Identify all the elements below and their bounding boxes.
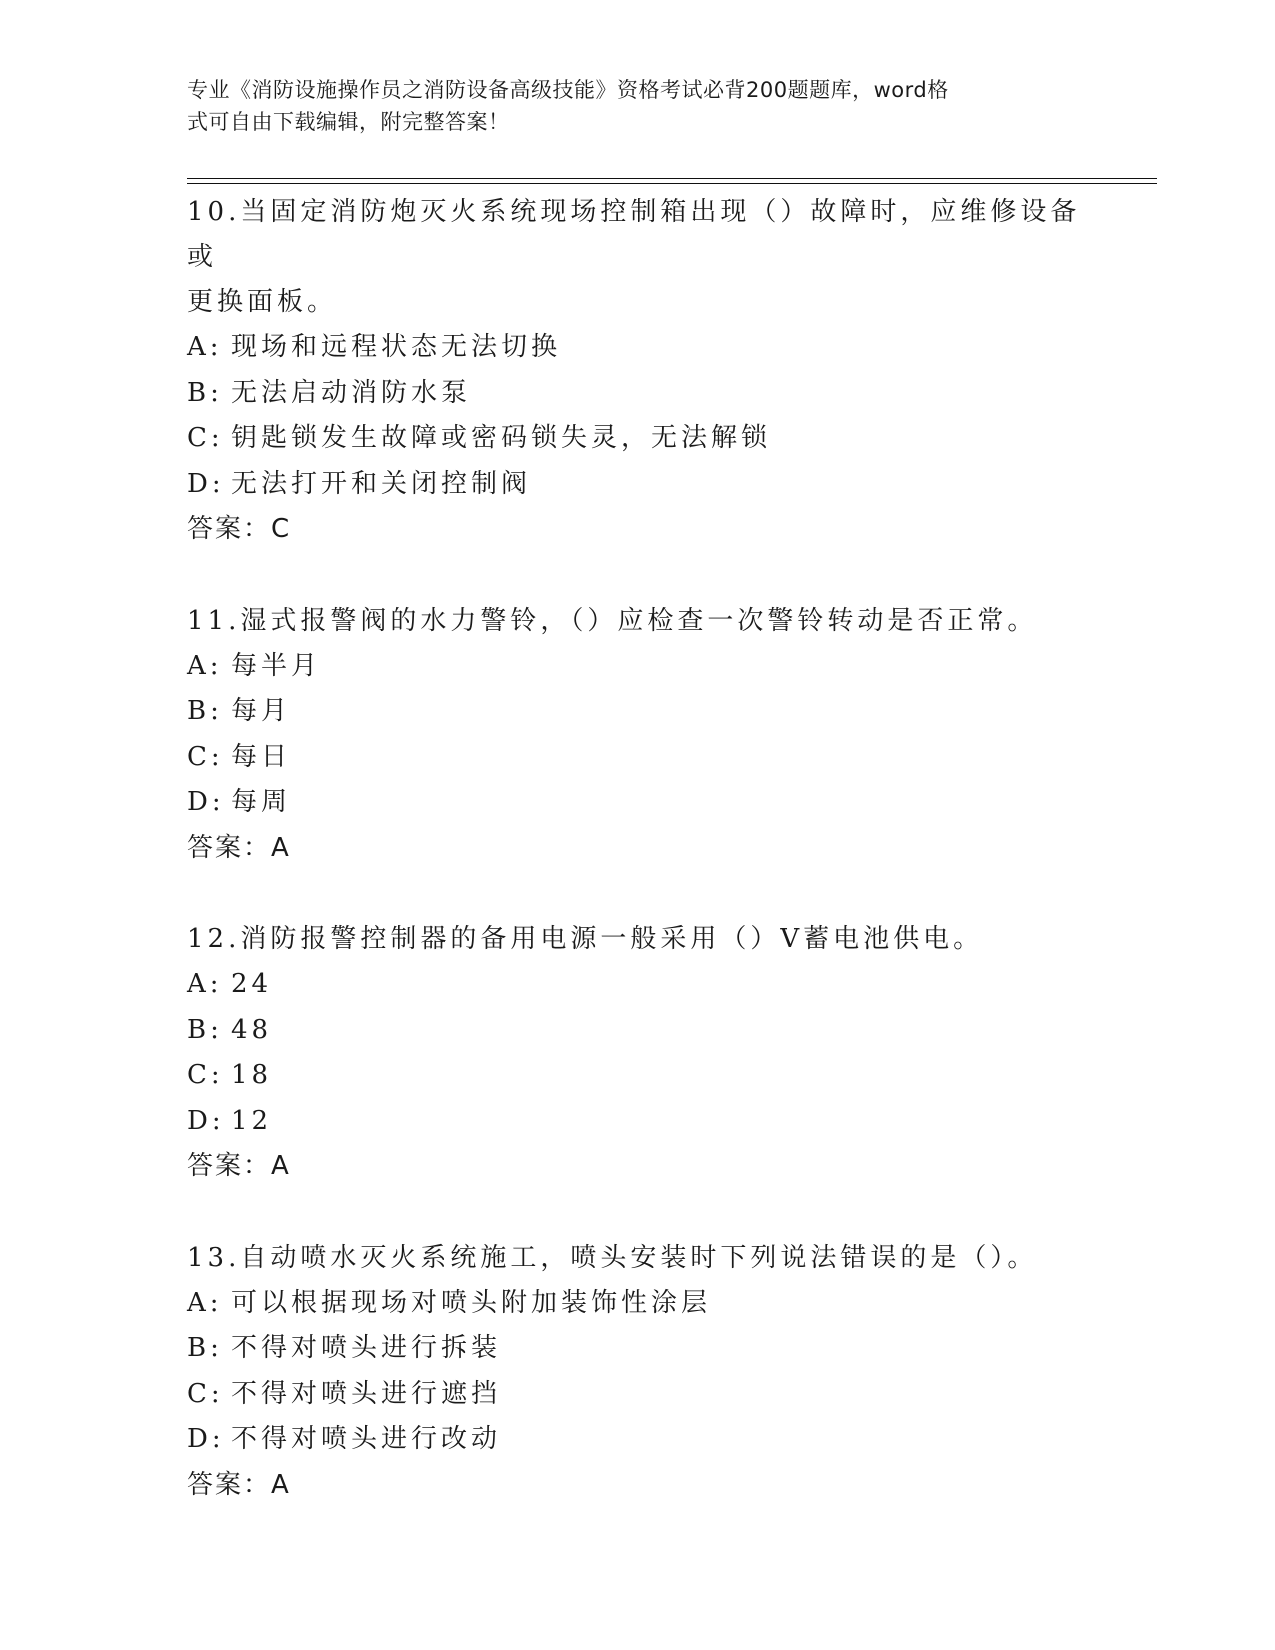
option-text: 钥匙锁发生故障或密码锁失灵，无法解锁 [231, 423, 772, 453]
option-key: C: [187, 1060, 224, 1090]
option-text: 可以根据现场对喷头附加装饰性涂层 [231, 1287, 712, 1318]
question-13 [187, 1236, 1087, 1509]
question-stem [187, 190, 1087, 325]
header-divider-bottom [187, 183, 1157, 184]
question-stem-line-2: 更换面板。 [187, 287, 338, 317]
option-c [187, 1053, 1087, 1099]
option-b [187, 689, 1087, 735]
answer-line: 答案：A [187, 1151, 291, 1181]
option-key: C: [187, 423, 224, 453]
question-stem [187, 917, 1087, 962]
option-d [187, 1417, 1087, 1463]
option-c [187, 1372, 1087, 1418]
answer-line: 答案：C [187, 514, 292, 544]
option-key: C: [187, 741, 224, 772]
question-stem-line-1: 11.湿式报警阀的水力警铃，（）应检查一次警铃转动是否正常。 [187, 605, 1038, 636]
document-header [187, 74, 1087, 138]
header-divider-top [187, 178, 1157, 179]
option-key: B: [187, 1014, 223, 1045]
option-text: 不得对喷头进行遮挡 [231, 1378, 502, 1409]
question-stem-line-1: 12.消防报警控制器的备用电源一般采用（）V蓄电池供电。 [187, 924, 984, 954]
option-text: 每日 [231, 741, 292, 772]
option-text: 18 [231, 1060, 273, 1090]
question-10 [187, 190, 1087, 553]
header-line-1: 专业《消防设施操作员之消防设备高级技能》资格考试必背200题题库，word格 [187, 78, 949, 102]
option-d [187, 462, 1087, 508]
question-stem-line-1: 10.当固定消防炮灭火系统现场控制箱出现（）故障时，应维修设备或 [187, 197, 1081, 272]
question-stem-line-1: 13.自动喷水灭火系统施工，喷头安装时下列说法错误的是（）。 [187, 1242, 1038, 1273]
header-line-2: 式可自由下载编辑，附完整答案！ [187, 110, 510, 134]
option-d [187, 780, 1087, 826]
answer-line: 答案：A [187, 1469, 291, 1500]
answer-line: 答案：A [187, 832, 291, 863]
question-11 [187, 599, 1087, 872]
option-key: B: [187, 377, 223, 408]
question-12 [187, 917, 1087, 1190]
option-b [187, 1008, 1087, 1054]
option-key: D: [187, 468, 225, 499]
option-a [187, 644, 1087, 690]
option-text: 每月 [231, 696, 292, 726]
question-stem [187, 599, 1087, 644]
option-text: 每周 [231, 787, 292, 817]
option-key: A: [187, 969, 223, 999]
option-c [187, 416, 1087, 462]
option-text: 无法启动消防水泵 [231, 377, 472, 408]
option-key: A: [187, 332, 223, 362]
option-c [187, 735, 1087, 781]
option-text: 现场和远程状态无法切换 [231, 332, 562, 362]
option-text: 无法打开和关闭控制阀 [231, 468, 532, 499]
option-a [187, 325, 1087, 371]
option-key: A: [187, 1287, 223, 1318]
option-key: B: [187, 1333, 223, 1363]
option-text: 不得对喷头进行改动 [231, 1424, 502, 1454]
option-text: 24 [231, 969, 273, 999]
option-b [187, 371, 1087, 417]
question-stem [187, 1236, 1087, 1281]
option-d [187, 1099, 1087, 1145]
option-key: D: [187, 787, 225, 817]
option-key: D: [187, 1424, 225, 1454]
option-key: B: [187, 696, 223, 726]
option-b [187, 1326, 1087, 1372]
option-text: 12 [231, 1105, 273, 1136]
question-list [187, 190, 1087, 1554]
option-key: D: [187, 1105, 225, 1136]
option-text: 48 [231, 1014, 273, 1045]
option-key: A: [187, 650, 223, 681]
option-a [187, 962, 1087, 1008]
option-text: 不得对喷头进行拆装 [231, 1333, 502, 1363]
option-text: 每半月 [231, 650, 322, 681]
option-key: C: [187, 1378, 224, 1409]
option-a [187, 1281, 1087, 1327]
